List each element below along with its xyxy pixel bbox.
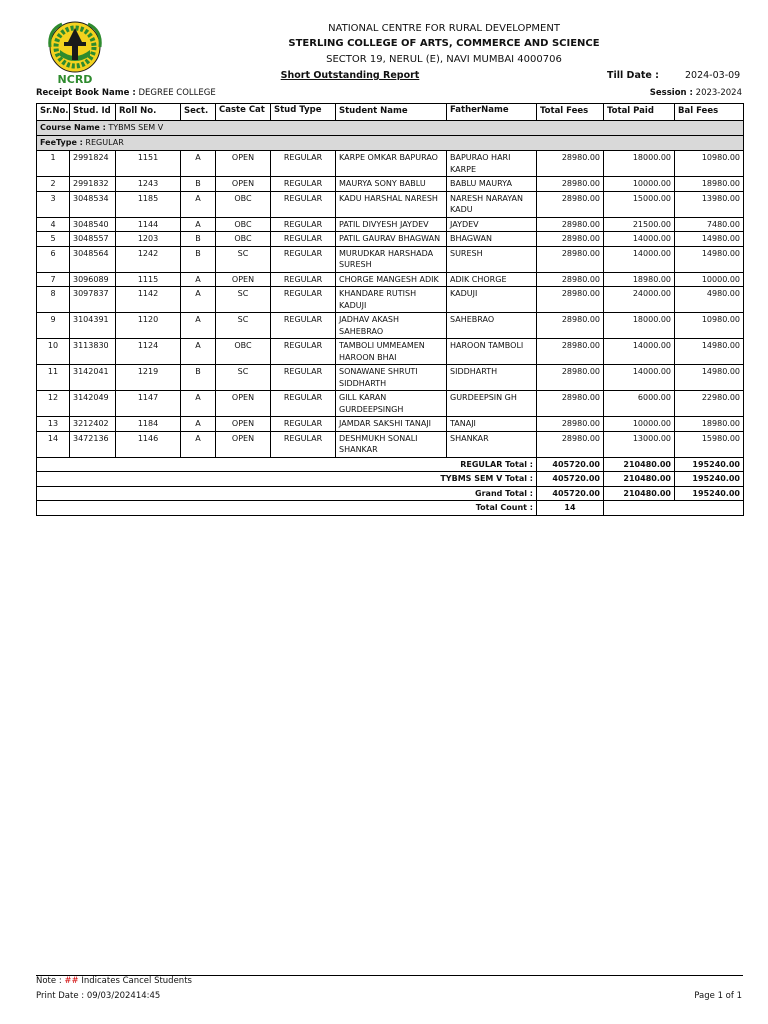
col-student-name: Student Name xyxy=(336,104,447,121)
cell-sect: A xyxy=(181,191,216,217)
cell-student-name: GILL KARAN GURDEEPSINGH xyxy=(336,391,447,417)
session-label: Session : xyxy=(649,88,693,98)
cell-bal-fees: 10000.00 xyxy=(675,272,744,287)
cell-stud-type: REGULAR xyxy=(271,177,336,192)
cell-caste-cat: OPEN xyxy=(216,391,271,417)
cell-stud-id: 3472136 xyxy=(70,431,116,457)
cell-student-name: DESHMUKH SONALI SHANKAR xyxy=(336,431,447,457)
cell-total-fees: 28980.00 xyxy=(537,177,604,192)
cell-roll-no: 1147 xyxy=(116,391,181,417)
cell-student-name: KADU HARSHAL NARESH xyxy=(336,191,447,217)
cell-total-paid: 18980.00 xyxy=(604,272,675,287)
report-title: Short Outstanding Report xyxy=(280,70,420,81)
table-row xyxy=(37,339,744,365)
cell-total-fees: 28980.00 xyxy=(537,339,604,365)
cell-total-paid: 14000.00 xyxy=(604,365,675,391)
cell-total-fees: 28980.00 xyxy=(537,313,604,339)
bal-fees-sum: 195240.00 xyxy=(675,457,744,472)
cell-sect: B xyxy=(181,232,216,247)
cell-total-fees: 28980.00 xyxy=(537,232,604,247)
cell-student-name: TAMBOLI UMMEAMEN HAROON BHAI xyxy=(336,339,447,365)
cell-father-name: KADUJI xyxy=(447,287,537,313)
cell-father-name: SURESH xyxy=(447,246,537,272)
table-row xyxy=(37,287,744,313)
page-number: Page 1 of 1 xyxy=(694,991,742,1001)
cell-bal-fees: 14980.00 xyxy=(675,246,744,272)
total-row xyxy=(37,472,744,487)
receipt-book xyxy=(36,88,216,98)
table-row xyxy=(37,217,744,232)
cell-sr-no: 9 xyxy=(37,313,70,339)
logo-text: NCRD xyxy=(57,73,93,86)
ncrd-logo xyxy=(38,20,112,86)
cell-sect: B xyxy=(181,365,216,391)
cell-father-name: ADIK CHORGE xyxy=(447,272,537,287)
session-value: 2023-2024 xyxy=(695,88,742,98)
total-fees-sum: 405720.00 xyxy=(537,486,604,501)
total-label: REGULAR Total : xyxy=(37,457,537,472)
till-date-value: 2024-03-09 xyxy=(685,70,741,81)
cell-student-name: JAMDAR SAKSHI TANAJI xyxy=(336,417,447,432)
cell-stud-id: 2991832 xyxy=(70,177,116,192)
count-value: 14 xyxy=(537,501,604,516)
cell-bal-fees: 15980.00 xyxy=(675,431,744,457)
cell-stud-type: REGULAR xyxy=(271,313,336,339)
cell-sect: A xyxy=(181,417,216,432)
cell-total-paid: 18000.00 xyxy=(604,313,675,339)
cell-sect: A xyxy=(181,217,216,232)
cell-father-name: JAYDEV xyxy=(447,217,537,232)
cell-sect: A xyxy=(181,339,216,365)
cell-stud-type: REGULAR xyxy=(271,391,336,417)
cell-sr-no: 13 xyxy=(37,417,70,432)
cell-sr-no: 11 xyxy=(37,365,70,391)
feetype-row xyxy=(37,136,744,151)
cell-bal-fees: 14980.00 xyxy=(675,365,744,391)
cell-stud-id: 3096089 xyxy=(70,272,116,287)
table-row xyxy=(37,313,744,339)
cell-student-name: KHANDARE RUTISH KADUJI xyxy=(336,287,447,313)
cell-stud-type: REGULAR xyxy=(271,417,336,432)
cell-roll-no: 1146 xyxy=(116,431,181,457)
cell-bal-fees: 10980.00 xyxy=(675,151,744,177)
col-stud-type: Stud Type xyxy=(271,104,336,121)
cell-total-paid: 10000.00 xyxy=(604,417,675,432)
cell-father-name: BAPURAO HARI KARPE xyxy=(447,151,537,177)
bal-fees-sum: 195240.00 xyxy=(675,472,744,487)
cell-father-name: GURDEEPSIN GH xyxy=(447,391,537,417)
cell-sect: A xyxy=(181,313,216,339)
cell-father-name: SHANKAR xyxy=(447,431,537,457)
cell-sect: B xyxy=(181,177,216,192)
total-row xyxy=(37,486,744,501)
cell-bal-fees: 18980.00 xyxy=(675,417,744,432)
table-row xyxy=(37,417,744,432)
cell-total-fees: 28980.00 xyxy=(537,391,604,417)
cell-stud-id: 3048564 xyxy=(70,246,116,272)
cell-father-name: SAHEBRAO xyxy=(447,313,537,339)
cell-bal-fees: 14980.00 xyxy=(675,339,744,365)
print-date: Print Date : 09/03/202414:45 xyxy=(36,991,161,1001)
receipt-book-label: Receipt Book Name : xyxy=(36,88,136,98)
cell-bal-fees: 14980.00 xyxy=(675,232,744,247)
cell-stud-id: 3142041 xyxy=(70,365,116,391)
cell-father-name: HAROON TAMBOLI xyxy=(447,339,537,365)
cell-sr-no: 14 xyxy=(37,431,70,457)
cell-roll-no: 1184 xyxy=(116,417,181,432)
cell-total-fees: 28980.00 xyxy=(537,191,604,217)
cell-caste-cat: SC xyxy=(216,246,271,272)
cell-total-paid: 10000.00 xyxy=(604,177,675,192)
count-row xyxy=(37,501,744,516)
footer-note xyxy=(36,976,192,986)
cell-total-paid: 6000.00 xyxy=(604,391,675,417)
cell-stud-type: REGULAR xyxy=(271,217,336,232)
cell-total-fees: 28980.00 xyxy=(537,246,604,272)
cell-roll-no: 1124 xyxy=(116,339,181,365)
cell-caste-cat: OPEN xyxy=(216,177,271,192)
bal-fees-sum: 195240.00 xyxy=(675,486,744,501)
note-text: Indicates Cancel Students xyxy=(81,976,192,986)
cell-father-name: NARESH NARAYAN KADU xyxy=(447,191,537,217)
cell-roll-no: 1151 xyxy=(116,151,181,177)
cell-roll-no: 1219 xyxy=(116,365,181,391)
total-paid-sum: 210480.00 xyxy=(604,457,675,472)
cell-sect: A xyxy=(181,287,216,313)
cell-stud-type: REGULAR xyxy=(271,151,336,177)
table-row xyxy=(37,177,744,192)
cell-total-fees: 28980.00 xyxy=(537,287,604,313)
cell-roll-no: 1243 xyxy=(116,177,181,192)
cell-bal-fees: 13980.00 xyxy=(675,191,744,217)
cell-stud-id: 3048557 xyxy=(70,232,116,247)
cell-caste-cat: OPEN xyxy=(216,151,271,177)
cell-sr-no: 2 xyxy=(37,177,70,192)
cell-stud-type: REGULAR xyxy=(271,232,336,247)
outstanding-table xyxy=(36,103,744,516)
cell-roll-no: 1120 xyxy=(116,313,181,339)
cell-sr-no: 3 xyxy=(37,191,70,217)
total-paid-sum: 210480.00 xyxy=(604,472,675,487)
cell-sr-no: 10 xyxy=(37,339,70,365)
total-paid-sum: 210480.00 xyxy=(604,486,675,501)
cell-total-fees: 28980.00 xyxy=(537,417,604,432)
cell-stud-id: 3104391 xyxy=(70,313,116,339)
cell-caste-cat: OPEN xyxy=(216,272,271,287)
cell-father-name: SIDDHARTH xyxy=(447,365,537,391)
cell-stud-id: 3113830 xyxy=(70,339,116,365)
cell-total-paid: 14000.00 xyxy=(604,339,675,365)
cell-stud-type: REGULAR xyxy=(271,431,336,457)
cell-stud-id: 3212402 xyxy=(70,417,116,432)
cell-bal-fees: 18980.00 xyxy=(675,177,744,192)
cell-father-name: BHAGWAN xyxy=(447,232,537,247)
cell-roll-no: 1203 xyxy=(116,232,181,247)
cell-stud-type: REGULAR xyxy=(271,272,336,287)
cell-sect: A xyxy=(181,272,216,287)
col-sect: Sect. xyxy=(181,104,216,121)
table-row xyxy=(37,365,744,391)
cell-sect: B xyxy=(181,246,216,272)
cell-sr-no: 4 xyxy=(37,217,70,232)
table-header-row xyxy=(37,104,744,121)
session xyxy=(650,88,742,98)
college-address: SECTOR 19, NERUL (E), NAVI MUMBAI 4000706 xyxy=(326,54,562,65)
feetype-label: FeeType : xyxy=(40,138,83,147)
cell-sect: A xyxy=(181,151,216,177)
table-row xyxy=(37,151,744,177)
col-father-name: FatherName xyxy=(447,104,537,121)
cell-caste-cat: SC xyxy=(216,287,271,313)
cell-bal-fees: 22980.00 xyxy=(675,391,744,417)
cell-total-paid: 18000.00 xyxy=(604,151,675,177)
count-label: Total Count : xyxy=(37,501,537,516)
cell-caste-cat: OBC xyxy=(216,217,271,232)
col-stud-id: Stud. Id xyxy=(70,104,116,121)
cell-student-name: CHORGE MANGESH ADIK xyxy=(336,272,447,287)
total-row xyxy=(37,457,744,472)
course-label: Course Name : xyxy=(40,123,106,132)
cell-total-fees: 28980.00 xyxy=(537,365,604,391)
cell-sr-no: 7 xyxy=(37,272,70,287)
course-value: TYBMS SEM V xyxy=(108,123,164,132)
table-row xyxy=(37,191,744,217)
till-date-label: Till Date : xyxy=(607,70,659,81)
note-prefix: Note : xyxy=(36,976,62,986)
cell-father-name: BABLU MAURYA xyxy=(447,177,537,192)
cell-student-name: KARPE OMKAR BAPURAO xyxy=(336,151,447,177)
cell-sr-no: 1 xyxy=(37,151,70,177)
cell-sr-no: 8 xyxy=(37,287,70,313)
cell-sect: A xyxy=(181,431,216,457)
cell-bal-fees: 10980.00 xyxy=(675,313,744,339)
cell-total-paid: 15000.00 xyxy=(604,191,675,217)
col-bal-fees: Bal Fees xyxy=(675,104,744,121)
cell-caste-cat: OBC xyxy=(216,232,271,247)
cell-total-fees: 28980.00 xyxy=(537,217,604,232)
org-name: NATIONAL CENTRE FOR RURAL DEVELOPMENT xyxy=(328,23,560,34)
cell-caste-cat: OBC xyxy=(216,191,271,217)
cell-student-name: MURUDKAR HARSHADA SURESH xyxy=(336,246,447,272)
table-row xyxy=(37,272,744,287)
total-label: Grand Total : xyxy=(37,486,537,501)
cell-total-paid: 24000.00 xyxy=(604,287,675,313)
cell-stud-type: REGULAR xyxy=(271,287,336,313)
cell-total-fees: 28980.00 xyxy=(537,431,604,457)
table-row xyxy=(37,246,744,272)
cell-roll-no: 1142 xyxy=(116,287,181,313)
cell-sr-no: 5 xyxy=(37,232,70,247)
cell-bal-fees: 7480.00 xyxy=(675,217,744,232)
cell-stud-type: REGULAR xyxy=(271,365,336,391)
cell-stud-type: REGULAR xyxy=(271,246,336,272)
cell-stud-id: 2991824 xyxy=(70,151,116,177)
course-row xyxy=(37,121,744,136)
total-fees-sum: 405720.00 xyxy=(537,457,604,472)
cell-student-name: PATIL DIVYESH JAYDEV xyxy=(336,217,447,232)
cell-caste-cat: OBC xyxy=(216,339,271,365)
cell-caste-cat: OPEN xyxy=(216,417,271,432)
cell-stud-id: 3142049 xyxy=(70,391,116,417)
table-row xyxy=(37,232,744,247)
cell-stud-id: 3097837 xyxy=(70,287,116,313)
cell-total-paid: 21500.00 xyxy=(604,217,675,232)
cell-total-fees: 28980.00 xyxy=(537,272,604,287)
cell-roll-no: 1115 xyxy=(116,272,181,287)
table-row xyxy=(37,431,744,457)
cell-student-name: PATIL GAURAV BHAGWAN xyxy=(336,232,447,247)
cell-stud-id: 3048540 xyxy=(70,217,116,232)
col-caste-cat: Caste Cat xyxy=(216,104,271,121)
cell-roll-no: 1242 xyxy=(116,246,181,272)
cell-caste-cat: SC xyxy=(216,365,271,391)
cell-total-paid: 14000.00 xyxy=(604,232,675,247)
cell-student-name: JADHAV AKASH SAHEBRAO xyxy=(336,313,447,339)
cell-total-paid: 14000.00 xyxy=(604,246,675,272)
cell-total-paid: 13000.00 xyxy=(604,431,675,457)
total-fees-sum: 405720.00 xyxy=(537,472,604,487)
cell-caste-cat: SC xyxy=(216,313,271,339)
cell-stud-id: 3048534 xyxy=(70,191,116,217)
total-label: TYBMS SEM V Total : xyxy=(37,472,537,487)
cell-stud-type: REGULAR xyxy=(271,339,336,365)
table-row xyxy=(37,391,744,417)
col-roll-no: Roll No. xyxy=(116,104,181,121)
college-name: STERLING COLLEGE OF ARTS, COMMERCE AND SCIENCE xyxy=(288,38,600,49)
col-total-fees: Total Fees xyxy=(537,104,604,121)
cell-caste-cat: OPEN xyxy=(216,431,271,457)
receipt-book-value: DEGREE COLLEGE xyxy=(138,88,216,98)
cell-student-name: SONAWANE SHRUTI SIDDHARTH xyxy=(336,365,447,391)
cell-father-name: TANAJI xyxy=(447,417,537,432)
cell-stud-type: REGULAR xyxy=(271,191,336,217)
cell-roll-no: 1144 xyxy=(116,217,181,232)
cell-bal-fees: 4980.00 xyxy=(675,287,744,313)
col-sr-no: Sr.No. xyxy=(37,104,70,121)
cell-sr-no: 12 xyxy=(37,391,70,417)
feetype-value: REGULAR xyxy=(85,138,124,147)
col-total-paid: Total Paid xyxy=(604,104,675,121)
cell-student-name: MAURYA SONY BABLU xyxy=(336,177,447,192)
note-hash: ## xyxy=(64,976,79,986)
cell-total-fees: 28980.00 xyxy=(537,151,604,177)
cell-sr-no: 6 xyxy=(37,246,70,272)
cell-roll-no: 1185 xyxy=(116,191,181,217)
cell-sect: A xyxy=(181,391,216,417)
